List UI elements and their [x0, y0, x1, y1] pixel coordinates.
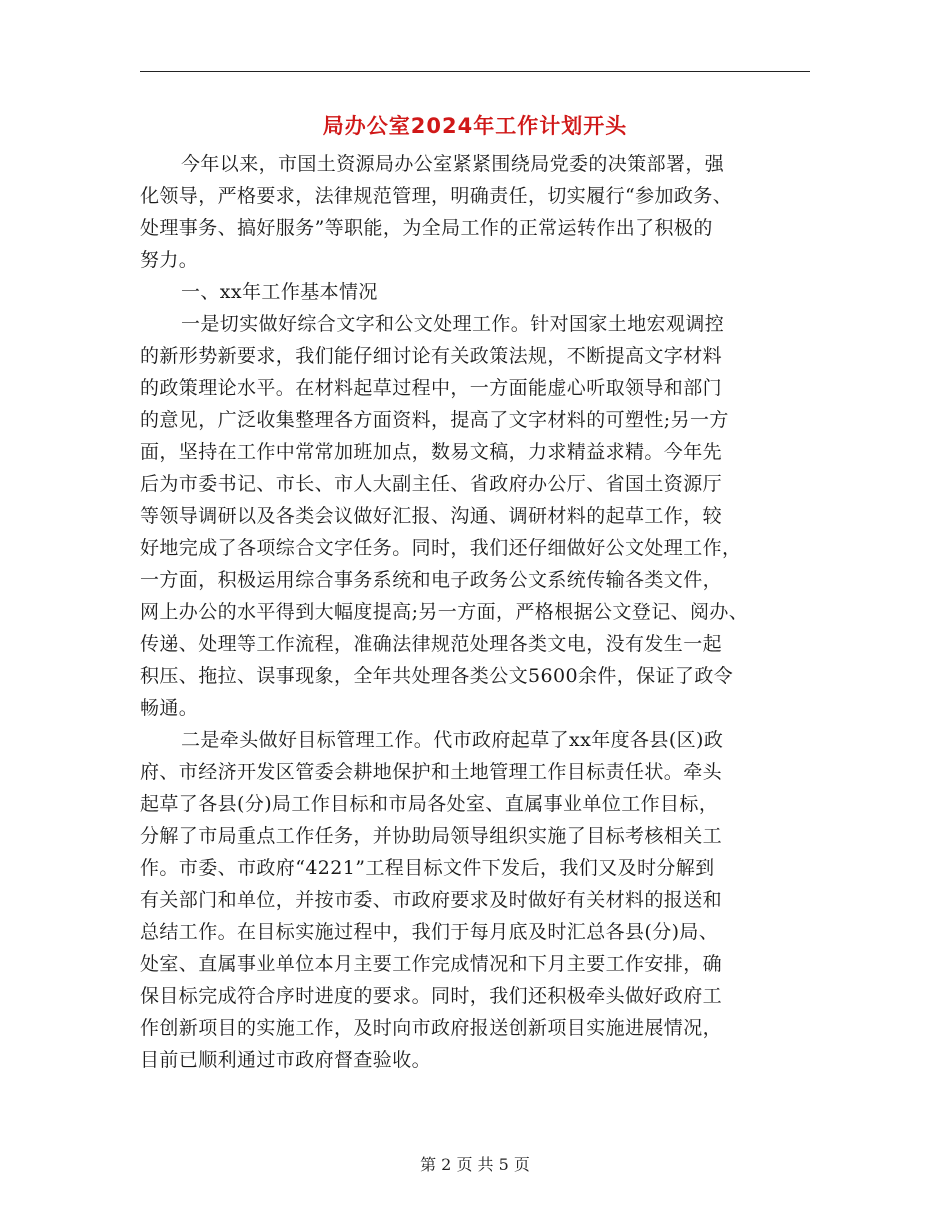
- paragraph-line: 处室、直属事业单位本月主要工作完成情况和下月主要工作安排，确: [140, 953, 723, 975]
- paragraph-line: 处理事务、搞好服务”等职能，为全局工作的正常运转作出了积极的: [140, 217, 713, 239]
- paragraph-line: 畅通。: [140, 697, 199, 719]
- paragraph-line: 好地完成了各项综合文字任务。同时，我们还仔细做好公文处理工作，: [140, 537, 742, 559]
- document-body: [140, 148, 810, 1076]
- paragraph-line: 今年以来，市国土资源局办公室紧紧围绕局党委的决策部署，强: [181, 153, 725, 175]
- paragraph-line: 总结工作。在目标实施过程中，我们于每月底及时汇总各县(分)局、: [140, 921, 719, 943]
- section-heading: 一、xx年工作基本情况: [181, 281, 378, 303]
- paragraph-line: 目前已顺利通过市政府督查验收。: [140, 1049, 432, 1071]
- paragraph-line: 面，坚持在工作中常常加班加点，数易文稿，力求精益求精。今年先: [140, 441, 723, 463]
- header-rule: [140, 71, 810, 72]
- paragraph-line: 作创新项目的实施工作，及时向市政府报送创新项目实施进展情况，: [140, 1017, 723, 1039]
- paragraph-line: 网上办公的水平得到大幅度提高;另一方面，严格根据公文登记、阅办、: [140, 601, 749, 623]
- paragraph-line: 一是切实做好综合文字和公文处理工作。针对国家土地宏观调控: [181, 313, 725, 335]
- paragraph-line: 二是牵头做好目标管理工作。代市政府起草了xx年度各县(区)政: [181, 729, 724, 751]
- document-title: 局办公室2024年工作计划开头: [322, 114, 628, 138]
- paragraph-line: 后为市委书记、市长、市人大副主任、省政府办公厅、省国土资源厅: [140, 473, 723, 495]
- paragraph-line: 传递、处理等工作流程，准确法律规范处理各类文电，没有发生一起: [140, 633, 723, 655]
- paragraph-line: 分解了市局重点工作任务，并协助局领导组织实施了目标考核相关工: [140, 825, 723, 847]
- paragraph-line: 府、市经济开发区管委会耕地保护和土地管理工作目标责任状。牵头: [140, 761, 723, 783]
- paragraph-line: 积压、拖拉、误事现象，全年共处理各类公文5600余件，保证了政令: [140, 665, 734, 687]
- paragraph-line: 一方面，积极运用综合事务系统和电子政务公文系统传输各类文件，: [140, 569, 723, 591]
- paragraph-line: 等领导调研以及各类会议做好汇报、沟通、调研材料的起草工作，较: [140, 505, 723, 527]
- paragraph-line: 化领导，严格要求，法律规范管理，明确责任，切实履行“参加政务、: [140, 185, 733, 207]
- paragraph-line: 有关部门和单位，并按市委、市政府要求及时做好有关材料的报送和: [140, 889, 723, 911]
- paragraph-line: 起草了各县(分)局工作目标和市局各处室、直属事业单位工作目标，: [140, 793, 719, 815]
- paragraph-line: 努力。: [140, 249, 199, 271]
- paragraph-line: 保目标完成符合序时进度的要求。同时，我们还积极牵头做好政府工: [140, 985, 723, 1007]
- paragraph-line: 的新形势新要求，我们能仔细讨论有关政策法规，不断提高文字材料: [140, 345, 723, 367]
- paragraph-line: 的意见，广泛收集整理各方面资料，提高了文字材料的可塑性;另一方: [140, 409, 729, 431]
- paragraph-line: 的政策理论水平。在材料起草过程中，一方面能虚心听取领导和部门: [140, 377, 723, 399]
- paragraph-line: 作。市委、市政府“4221”工程目标文件下发后，我们又及时分解到: [140, 857, 715, 879]
- page-number-footer: 第 2 页 共 5 页: [420, 1155, 530, 1174]
